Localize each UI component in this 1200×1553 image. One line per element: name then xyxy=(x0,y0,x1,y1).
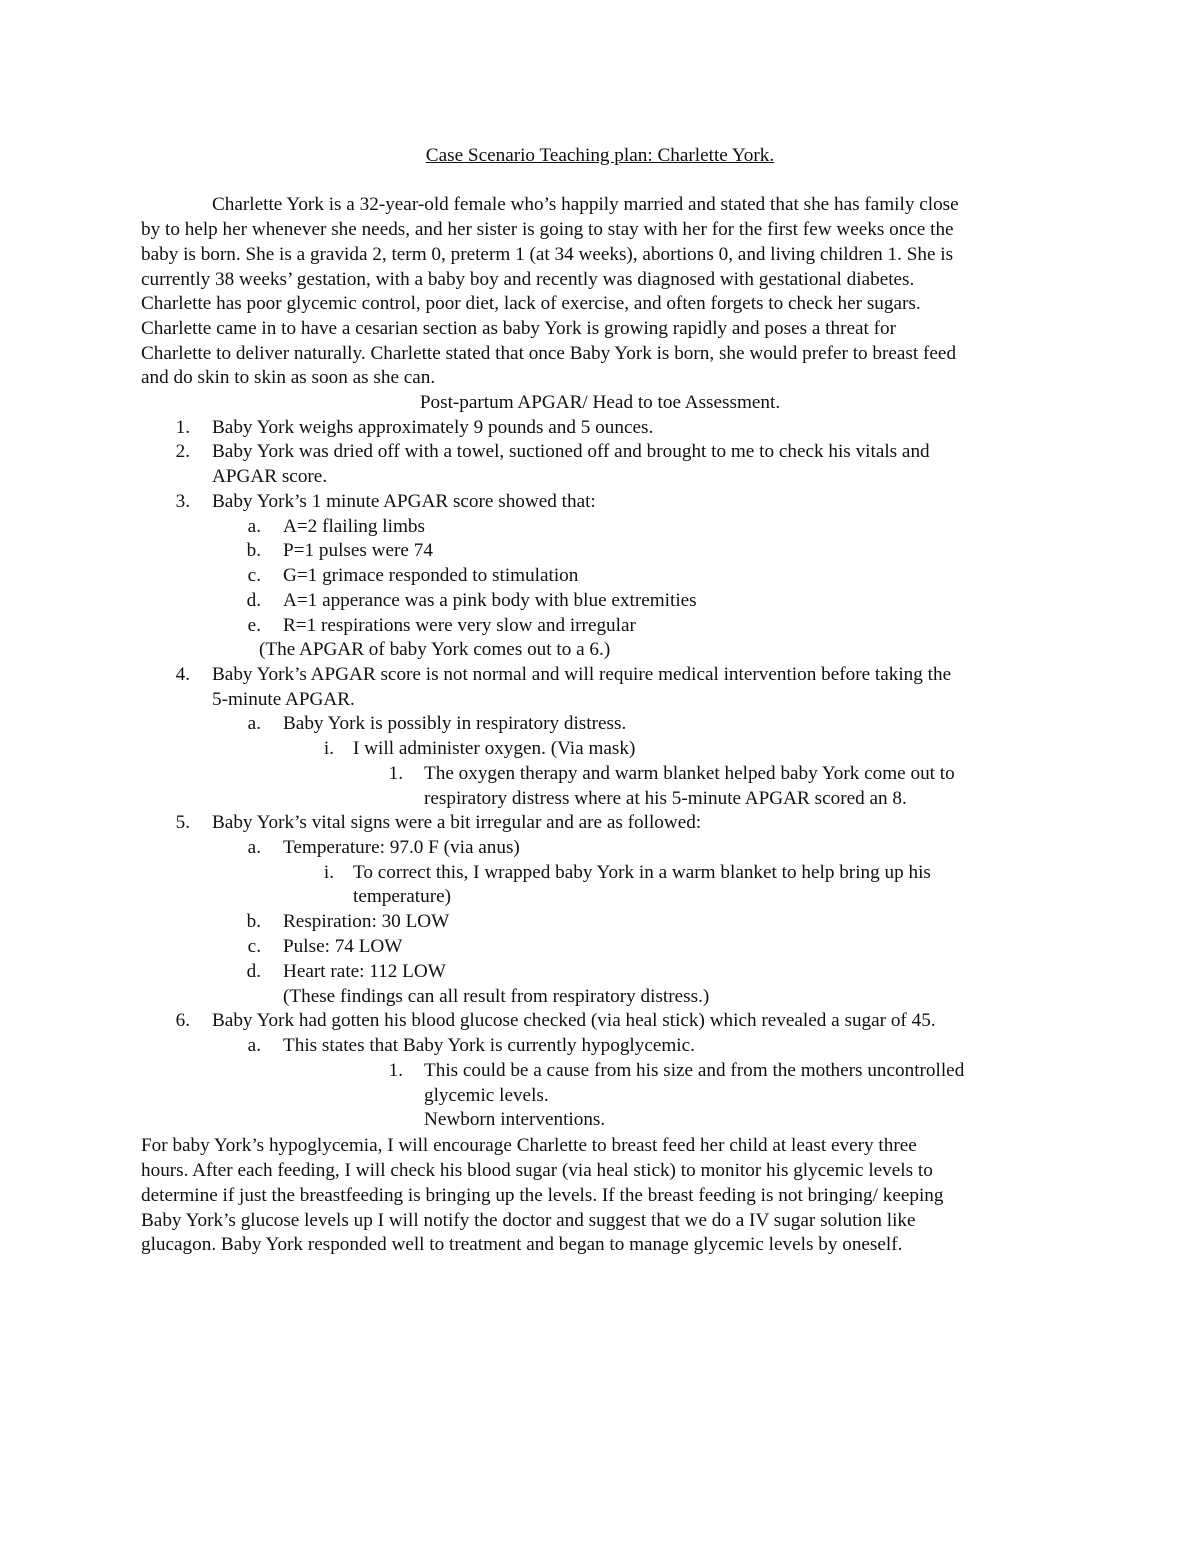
sublist-letter: a. xyxy=(247,837,261,858)
list-number: 1. xyxy=(175,417,190,438)
list-item: Baby York had gotten his blood glucose checked (via heal stick) which revealed a sugar of 45. xyxy=(212,1010,936,1031)
newborn-interventions-heading: Newborn interventions. xyxy=(424,1109,606,1130)
sublist-item: P=1 pulses were 74 xyxy=(283,540,433,561)
list-item: Baby York weighs approximately 9 pounds and 5 ounces. xyxy=(212,417,654,438)
closing-line: determine if just the breastfeeding is bringing up the levels. If the breast feeding is not bringing/ keeping xyxy=(141,1185,944,1206)
sublist-letter: d. xyxy=(246,961,261,982)
intro-line: Charlette has poor glycemic control, poor diet, lack of exercise, and often forgets to check her sugars. xyxy=(141,293,921,314)
sublist-item: I will administer oxygen. (Via mask) xyxy=(353,738,636,759)
sublist-item: R=1 respirations were very slow and irregular xyxy=(283,615,636,636)
sublist-item: G=1 grimace responded to stimulation xyxy=(283,565,579,586)
sublist-item: Temperature: 97.0 F (via anus) xyxy=(283,837,520,858)
sublist-letter: a. xyxy=(247,516,261,537)
intro-line: currently 38 weeks’ gestation, with a baby boy and recently was diagnosed with gestational diabetes. xyxy=(141,269,915,290)
list-item: Baby York’s vital signs were a bit irregular and are as followed: xyxy=(212,812,702,833)
sublist-item-continued: temperature) xyxy=(353,886,452,907)
list-number: 4. xyxy=(175,664,190,685)
intro-line: Charlette to deliver naturally. Charlette stated that once Baby York is born, she would prefer to breast feed xyxy=(141,343,957,364)
intro-line: Charlette came in to have a cesarian section as baby York is growing rapidly and poses a threat for xyxy=(141,318,897,339)
sublist-letter: d. xyxy=(246,590,261,611)
sublist-item: This could be a cause from his size and from the mothers uncontrolled xyxy=(424,1060,965,1081)
sublist-item: Pulse: 74 LOW xyxy=(283,936,403,957)
closing-line: glucagon. Baby York responded well to treatment and began to manage glycemic levels by oneself. xyxy=(141,1234,903,1255)
list-number: 1. xyxy=(388,763,403,784)
sublist-item: A=2 flailing limbs xyxy=(283,516,425,537)
sublist-letter: b. xyxy=(246,911,261,932)
sublist-item: The oxygen therapy and warm blanket helped baby York come out to xyxy=(424,763,955,784)
sublist-letter: c. xyxy=(247,936,261,957)
sublist-item: A=1 apperance was a pink body with blue extremities xyxy=(283,590,697,611)
sublist-item: Heart rate: 112 LOW xyxy=(283,961,446,982)
roman-numeral: i. xyxy=(323,738,334,759)
sublist-item-continued: glycemic levels. xyxy=(424,1085,549,1106)
sublist-letter: c. xyxy=(247,565,261,586)
closing-line: hours. After each feeding, I will check his blood sugar (via heal stick) to monitor his glycemic levels to xyxy=(141,1160,933,1181)
list-number: 6. xyxy=(175,1010,190,1031)
sublist-letter: a. xyxy=(247,713,261,734)
apgar-note: (The APGAR of baby York comes out to a 6.) xyxy=(259,639,611,660)
sublist-item: Respiration: 30 LOW xyxy=(283,911,450,932)
vitals-note: (These findings can all result from respiratory distress.) xyxy=(283,986,710,1007)
sublist-item: Baby York is possibly in respiratory distress. xyxy=(283,713,627,734)
intro-line: baby is born. She is a gravida 2, term 0, preterm 1 (at 34 weeks), abortions 0, and living children 1. She is xyxy=(141,244,954,265)
closing-line: Baby York’s glucose levels up I will notify the doctor and suggest that we do a IV sugar solution like xyxy=(141,1210,916,1231)
sublist-letter: e. xyxy=(247,615,261,636)
sublist-item: To correct this, I wrapped baby York in a warm blanket to help bring up his xyxy=(353,862,931,883)
sublist-item: This states that Baby York is currently hypoglycemic. xyxy=(283,1035,695,1056)
roman-numeral: i. xyxy=(323,862,334,883)
document-title: Case Scenario Teaching plan: Charlette York. xyxy=(425,145,775,166)
list-item: Baby York’s 1 minute APGAR score showed that: xyxy=(212,491,596,512)
sublist-letter: a. xyxy=(247,1035,261,1056)
list-number: 3. xyxy=(175,491,190,512)
intro-line: by to help her whenever she needs, and her sister is going to stay with her for the first few weeks once the xyxy=(141,219,954,240)
intro-line: and do skin to skin as soon as she can. xyxy=(141,367,436,388)
list-item-continued: APGAR score. xyxy=(212,466,328,487)
list-number: 2. xyxy=(175,441,190,462)
list-number: 5. xyxy=(175,812,190,833)
assessment-heading: Post-partum APGAR/ Head to toe Assessment. xyxy=(419,392,781,413)
closing-line: For baby York’s hypoglycemia, I will encourage Charlette to breast feed her child at least every three xyxy=(141,1135,917,1156)
sublist-letter: b. xyxy=(246,540,261,561)
list-item: Baby York’s APGAR score is not normal and will require medical intervention before taking the xyxy=(212,664,952,685)
list-item-continued: 5-minute APGAR. xyxy=(212,689,355,710)
intro-line: Charlette York is a 32-year-old female who’s happily married and stated that she has family close xyxy=(212,194,959,215)
sublist-item-continued: respiratory distress where at his 5-minute APGAR scored an 8. xyxy=(424,788,907,809)
list-item: Baby York was dried off with a towel, suctioned off and brought to me to check his vitals and xyxy=(212,441,930,462)
list-number: 1. xyxy=(388,1060,403,1081)
